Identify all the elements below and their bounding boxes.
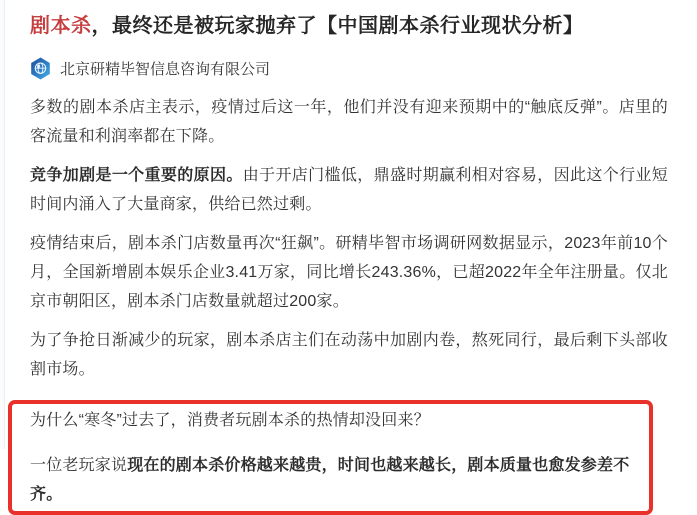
- statement-lead: 一位老玩家说: [30, 457, 128, 474]
- author-row: [30, 56, 668, 80]
- author-name[interactable]: 北京研精毕智信息咨询有限公司: [60, 60, 271, 78]
- article-paragraph: 多数的剧本杀店主表示，疫情过后这一年，他们并没有迎来预期中的“触底反弹”。店里的客流量和利润率都在下降。: [30, 99, 668, 145]
- title-highlight: 剧本杀: [30, 15, 92, 37]
- statement-paragraph: [30, 451, 631, 509]
- article-content: [30, 12, 668, 515]
- title-rest: ，最终还是被玩家抛弃了【中国剧本杀行业现状分析】: [91, 15, 584, 37]
- page-title: [30, 12, 668, 40]
- statement-bold: 现在的剧本杀价格越来越贵，时间也越来越长，剧本质量也愈发参差不齐。: [30, 457, 630, 503]
- paragraph-bold-lead: 竞争加剧是一个重要的原因。: [30, 167, 243, 184]
- question-paragraph: 为什么“寒冬”过去了，消费者玩剧本杀的热情却没回来？: [30, 412, 430, 429]
- article-paragraph: 为了争抢日渐减少的玩家，剧本杀店主们在动荡中加剧内卷，熬死同行，最后剩下头部收割市场。: [30, 332, 668, 378]
- article-paragraph: 疫情结束后，剧本杀门店数量再次“狂飙”。研精毕智市场调研网数据显示，2023年前10个月，全国新增剧本娱乐企业3.41万家，同比增长243.36%，已超2022年全年注册量。仅北京市朝阳区，剧本杀门店数量就超过200家。: [30, 235, 668, 310]
- company-logo-icon: [30, 57, 51, 80]
- page-left-edge: [0, 0, 5, 449]
- article-paragraph: 竞争加剧是一个重要的原因。由于开店门槛低，鼎盛时期赢利相对容易，因此这个行业短时间内涌入了大量商家，供给已然过剩。: [30, 167, 668, 213]
- red-annotation-box: [8, 400, 653, 515]
